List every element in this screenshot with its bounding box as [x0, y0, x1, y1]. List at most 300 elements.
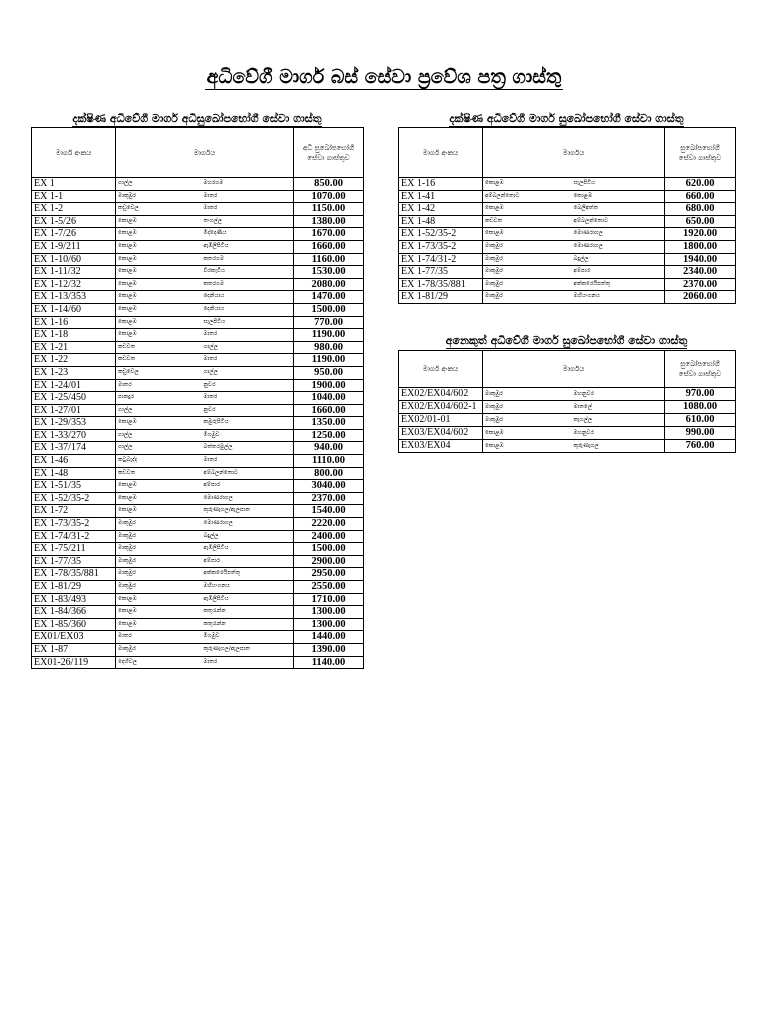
route-destination-cell: බදුල්ල — [572, 253, 665, 266]
route-origin-cell: කඩුවෙල — [116, 366, 202, 379]
route-origin-cell: මාකුඹුර — [116, 530, 202, 543]
header-fee-line1: සුඛෝපභෝගී — [680, 360, 720, 368]
header-fee — [665, 351, 736, 388]
fare-cell: 650.00 — [665, 215, 736, 228]
route-destination-cell: මාතර — [202, 190, 294, 203]
route-destination-cell: අම්බලන්තොට — [202, 467, 294, 480]
route-destination-cell: ගාල්ල — [202, 341, 294, 354]
route-destination-cell: මහියංගනය — [572, 291, 665, 304]
route-number-cell: EX 1-14/60 — [32, 303, 116, 316]
fare-cell: 760.00 — [665, 440, 736, 453]
route-origin-cell: ගාල්ල — [116, 404, 202, 417]
fare-cell: 1470.00 — [294, 291, 364, 304]
route-origin-cell: මාකුඹුර — [116, 581, 202, 594]
route-origin-cell: කොළඹ — [116, 593, 202, 606]
route-origin-cell: මාකුඹුර — [116, 555, 202, 568]
route-destination-cell: කතුරැන්න — [202, 618, 294, 631]
luxury-fare-table — [398, 127, 736, 304]
route-number-cell: EX 1-73/35-2 — [32, 518, 116, 531]
route-number-cell: EX 1-27/01 — [32, 404, 116, 417]
fare-cell: 1940.00 — [665, 253, 736, 266]
fare-cell: 990.00 — [665, 427, 736, 440]
table-row — [32, 568, 364, 581]
route-number-cell: EX 1-11/32 — [32, 266, 116, 279]
table-row — [399, 388, 736, 401]
table-row — [32, 480, 364, 493]
route-number-cell: EX02/EX04/602 — [399, 388, 483, 401]
header-fee-line1: සුඛෝපභෝගී — [680, 143, 720, 152]
right-bottom-table-title-text: අනෙකුත් අධිවේගී මාර්ග සුඛෝපභෝගී සේවා ගාස්තු — [445, 334, 688, 347]
table-row — [399, 278, 736, 291]
fare-cell: 2550.00 — [294, 581, 364, 594]
route-destination-cell: මාතර — [202, 329, 294, 342]
fare-cell: 1900.00 — [294, 379, 364, 392]
route-destination-cell: බෙලිඅත්ත — [572, 203, 665, 216]
route-origin-cell: මාකුඹුර — [116, 568, 202, 581]
route-origin-cell: ගාල්ල — [116, 442, 202, 455]
table-row — [32, 404, 364, 417]
fare-cell: 1440.00 — [294, 631, 364, 644]
route-number-cell: EX 1-10/60 — [32, 253, 116, 266]
route-number-cell: EX 1-48 — [32, 467, 116, 480]
route-destination-cell: මොණරාගල — [572, 228, 665, 241]
route-origin-cell: කඩවත — [483, 215, 572, 228]
table-body — [399, 178, 736, 304]
table-row — [399, 414, 736, 427]
route-origin-cell: මාකුඹුර — [483, 278, 572, 291]
fare-cell: 1300.00 — [294, 618, 364, 631]
table-row — [32, 543, 364, 556]
fare-cell: 660.00 — [665, 190, 736, 203]
header-route-number: මාර්ග අංකය — [32, 128, 116, 178]
route-origin-cell: කොළඹ — [116, 215, 202, 228]
table-row — [399, 266, 736, 279]
route-number-cell: EX 1-78/35/881 — [32, 568, 116, 581]
table-row — [399, 401, 736, 414]
table-row — [32, 656, 364, 669]
route-origin-cell: කොළඹ — [483, 440, 572, 453]
route-number-cell: EX 1-5/26 — [32, 215, 116, 228]
route-number-cell: EX 1-78/35/881 — [399, 278, 483, 291]
route-origin-cell: කොළඹ — [116, 618, 202, 631]
fare-cell: 1190.00 — [294, 329, 364, 342]
route-origin-cell: කොළඹ — [483, 178, 572, 191]
fare-cell: 970.00 — [665, 388, 736, 401]
route-destination-cell: වීරකැටිය — [202, 266, 294, 279]
route-origin-cell: කොළඹ — [116, 266, 202, 279]
route-origin-cell: මාකුඹුර — [483, 291, 572, 304]
route-number-cell: EX 1-21 — [32, 341, 116, 354]
route-number-cell: EX 1-18 — [32, 329, 116, 342]
route-destination-cell: අම්පාර — [202, 480, 294, 493]
route-origin-cell: කොළඹ — [116, 291, 202, 304]
route-number-cell: EX 1-24/01 — [32, 379, 116, 392]
route-destination-cell: මාතර — [202, 656, 294, 669]
route-number-cell: EX 1-81/29 — [32, 581, 116, 594]
route-destination-cell: අක්කරෙයිපත්තු — [572, 278, 665, 291]
table-row — [32, 581, 364, 594]
fare-cell: 1150.00 — [294, 203, 364, 216]
table-row — [32, 467, 364, 480]
table-row — [32, 215, 364, 228]
route-number-cell: EX 1-41 — [399, 190, 483, 203]
route-destination-cell: සැලපිටිය — [202, 316, 294, 329]
route-destination-cell: මහරගම — [202, 178, 294, 191]
route-number-cell: EX 1-23 — [32, 366, 116, 379]
route-destination-cell: මීගමුව — [202, 429, 294, 442]
route-destination-cell: බදුල්ල — [202, 530, 294, 543]
route-origin-cell: මාකුඹුර — [483, 266, 572, 279]
fare-cell: 1390.00 — [294, 643, 364, 656]
table-row — [32, 593, 364, 606]
table-row — [399, 215, 736, 228]
route-origin-cell: මාතර — [116, 379, 202, 392]
route-number-cell: EX 1-37/174 — [32, 442, 116, 455]
fare-cell: 1250.00 — [294, 429, 364, 442]
table-header-row — [399, 128, 736, 178]
route-destination-cell: කුරුණෑගල/ඇලපාත — [202, 643, 294, 656]
page-title — [0, 64, 768, 90]
route-origin-cell: කොළඹ — [116, 480, 202, 493]
route-number-cell: EX03/EX04 — [399, 440, 483, 453]
route-destination-cell: අක්කරෙයිපත්තු — [202, 568, 294, 581]
route-number-cell: EX 1-52/35-2 — [399, 228, 483, 241]
table-row — [399, 178, 736, 191]
fare-cell: 620.00 — [665, 178, 736, 191]
route-origin-cell: කටුබැද්ද — [116, 455, 202, 468]
route-origin-cell: කඩවත — [116, 341, 202, 354]
route-number-cell: EX 1-13/353 — [32, 291, 116, 304]
table-row — [32, 429, 364, 442]
table-row — [32, 354, 364, 367]
fare-cell: 3040.00 — [294, 480, 364, 493]
table-row — [32, 518, 364, 531]
table-row — [32, 341, 364, 354]
table-row — [32, 392, 364, 405]
route-number-cell: EX03/EX04/602 — [399, 427, 483, 440]
right-bottom-table-title — [398, 333, 735, 349]
fare-cell: 850.00 — [294, 178, 364, 191]
route-number-cell: EX 1-7/26 — [32, 228, 116, 241]
route-origin-cell: කඩවත — [116, 354, 202, 367]
table-row — [32, 618, 364, 631]
route-origin-cell: මාකුඹුර — [483, 240, 572, 253]
route-origin-cell: ගාල්ල — [116, 178, 202, 191]
fare-cell: 2340.00 — [665, 266, 736, 279]
route-number-cell: EX 1-2 — [32, 203, 116, 216]
route-origin-cell: අම්බලන්තොට — [483, 190, 572, 203]
table-row — [32, 253, 364, 266]
fare-cell: 1710.00 — [294, 593, 364, 606]
route-number-cell: EX 1-29/353 — [32, 417, 116, 430]
fare-cell: 1800.00 — [665, 240, 736, 253]
fare-cell: 1670.00 — [294, 228, 364, 241]
route-destination-cell: ගාල්ල — [202, 366, 294, 379]
route-number-cell: EX 1-74/31-2 — [32, 530, 116, 543]
header-fee — [665, 128, 736, 178]
table-row — [32, 266, 364, 279]
fare-cell: 2060.00 — [665, 291, 736, 304]
fare-cell: 680.00 — [665, 203, 736, 216]
table-body — [399, 388, 736, 453]
header-route: මාර්ගය — [483, 128, 665, 178]
fare-cell: 1110.00 — [294, 455, 364, 468]
fare-cell: 940.00 — [294, 442, 364, 455]
table-row — [399, 240, 736, 253]
table-row — [32, 555, 364, 568]
route-origin-cell: කොළඹ — [116, 303, 202, 316]
table-row — [32, 631, 364, 644]
route-destination-cell: අම්පාර — [202, 555, 294, 568]
route-origin-cell: කොළඹ — [483, 427, 572, 440]
right-top-table-title-text: දක්ෂිණ අධිවේගී මාර්ග සුඛෝපභෝගී සේවා ගාස්තු — [449, 112, 684, 125]
route-number-cell: EX 1-77/35 — [399, 266, 483, 279]
route-number-cell: EX 1-16 — [32, 316, 116, 329]
table-body — [32, 178, 364, 669]
route-origin-cell: කොළඹ — [116, 228, 202, 241]
table-row — [32, 455, 364, 468]
route-destination-cell: නුවර — [202, 379, 294, 392]
route-destination-cell: කොළඹ — [572, 190, 665, 203]
route-number-cell: EX 1-1 — [32, 190, 116, 203]
route-destination-cell: මහනුවර — [572, 388, 665, 401]
header-route-number: මාර්ග අංකය — [399, 351, 483, 388]
super-luxury-fare-table — [31, 127, 364, 669]
route-origin-cell: මාකුඹුර — [116, 543, 202, 556]
fare-cell: 770.00 — [294, 316, 364, 329]
other-expressway-fare-table — [398, 350, 736, 453]
route-number-cell: EX 1-9/211 — [32, 240, 116, 253]
route-destination-cell: කතුරැන්න — [202, 606, 294, 619]
fare-cell: 2370.00 — [294, 492, 364, 505]
route-origin-cell: මාකුඹුර — [483, 388, 572, 401]
fare-cell: 980.00 — [294, 341, 364, 354]
fare-cell: 610.00 — [665, 414, 736, 427]
table-row — [32, 530, 364, 543]
table-row — [32, 190, 364, 203]
fare-cell: 2900.00 — [294, 555, 364, 568]
table-row — [399, 190, 736, 203]
route-destination-cell: මිද්දෙණිය — [202, 228, 294, 241]
fare-cell: 2370.00 — [665, 278, 736, 291]
route-origin-cell: කොළඹ — [116, 492, 202, 505]
fare-cell: 1080.00 — [665, 401, 736, 414]
left-table-title — [31, 111, 363, 127]
table-row — [32, 329, 364, 342]
route-origin-cell: කොළඹ — [116, 278, 202, 291]
page-title-text: අධිවේගී මාර්ග බස් සේවා ප්‍රවේශ පත්‍ර ගාස්තු — [206, 66, 562, 88]
right-top-table-title — [398, 111, 735, 127]
route-destination-cell: දෙනියාය — [202, 291, 294, 304]
fare-cell: 800.00 — [294, 467, 364, 480]
table-row — [32, 203, 364, 216]
route-number-cell: EX 1-75/211 — [32, 543, 116, 556]
route-destination-cell: කුරුණෑගල — [572, 440, 665, 453]
route-destination-cell: නුවර — [202, 404, 294, 417]
route-destination-cell: මාතලේ — [572, 401, 665, 414]
route-origin-cell: කඩුවෙල — [116, 203, 202, 216]
route-destination-cell: මාතර — [202, 354, 294, 367]
header-fee-line1: අධි සුඛෝපභෝගී — [302, 143, 355, 152]
route-origin-cell: ගාල්ල — [116, 429, 202, 442]
route-destination-cell: අම්පාර — [572, 266, 665, 279]
table-row — [32, 178, 364, 191]
route-destination-cell: මොණරාගල — [202, 518, 294, 531]
fare-cell: 1660.00 — [294, 240, 364, 253]
table-row — [32, 278, 364, 291]
route-origin-cell: කොළඹ — [116, 417, 202, 430]
route-destination-cell: ඇඹිලිපිටිය — [202, 593, 294, 606]
route-origin-cell: පානදුර — [116, 392, 202, 405]
header-fee-line2: සේවා ගාස්තුව — [307, 153, 350, 162]
fare-cell: 1660.00 — [294, 404, 364, 417]
route-origin-cell: දෙහිවල — [116, 656, 202, 669]
fare-cell: 2950.00 — [294, 568, 364, 581]
route-origin-cell: කොළඹ — [116, 606, 202, 619]
table-row — [32, 316, 364, 329]
route-destination-cell: සැලපිටිය — [572, 178, 665, 191]
fare-cell: 1070.00 — [294, 190, 364, 203]
route-destination-cell: මහියංගනය — [202, 581, 294, 594]
fare-cell: 1300.00 — [294, 606, 364, 619]
route-number-cell: EX01/EX03 — [32, 631, 116, 644]
route-number-cell: EX 1-72 — [32, 505, 116, 518]
table-row — [399, 291, 736, 304]
header-route: මාර්ගය — [116, 128, 294, 178]
table-row — [399, 440, 736, 453]
route-destination-cell: මාතර — [202, 455, 294, 468]
table-row — [32, 606, 364, 619]
route-number-cell: EX 1-73/35-2 — [399, 240, 483, 253]
route-number-cell: EX 1 — [32, 178, 116, 191]
route-destination-cell: ඇඹිලිපිටිය — [202, 240, 294, 253]
route-destination-cell: අම්බලන්තොට — [572, 215, 665, 228]
table-row — [32, 505, 364, 518]
route-number-cell: EX 1-87 — [32, 643, 116, 656]
route-origin-cell: කොළඹ — [116, 329, 202, 342]
route-origin-cell: මාකුඹුර — [483, 414, 572, 427]
fare-cell: 2080.00 — [294, 278, 364, 291]
route-number-cell: EX 1-48 — [399, 215, 483, 228]
route-origin-cell: මාකුඹුර — [116, 518, 202, 531]
table-row — [32, 291, 364, 304]
route-destination-cell: කඹුරුපිටිය — [202, 417, 294, 430]
table-row — [399, 253, 736, 266]
table-row — [32, 417, 364, 430]
table-row — [32, 240, 364, 253]
fare-cell: 2400.00 — [294, 530, 364, 543]
header-fee-line2: සේවා ගාස්තුව — [678, 370, 722, 378]
route-origin-cell: කොළඹ — [116, 316, 202, 329]
route-destination-cell: බත්තරමුල්ල — [202, 442, 294, 455]
route-destination-cell: මොණරාගල — [572, 240, 665, 253]
table-row — [399, 203, 736, 216]
fare-cell: 2220.00 — [294, 518, 364, 531]
header-fee — [294, 128, 364, 178]
route-origin-cell: මාකුඹුර — [483, 253, 572, 266]
table-row — [32, 366, 364, 379]
route-origin-cell: මාතර — [116, 631, 202, 644]
table-row — [32, 303, 364, 316]
table-row — [32, 643, 364, 656]
table-row — [32, 492, 364, 505]
route-number-cell: EX 1-84/366 — [32, 606, 116, 619]
route-origin-cell: කොළඹ — [116, 253, 202, 266]
route-destination-cell: තංගල්ල — [202, 215, 294, 228]
route-origin-cell: කොළඹ — [483, 203, 572, 216]
fare-cell: 1040.00 — [294, 392, 364, 405]
route-number-cell: EX 1-83/493 — [32, 593, 116, 606]
table-header-row — [32, 128, 364, 178]
route-number-cell: EX 1-77/35 — [32, 555, 116, 568]
table-row — [399, 228, 736, 241]
table-header-row — [399, 351, 736, 388]
fare-cell: 1350.00 — [294, 417, 364, 430]
fare-cell: 950.00 — [294, 366, 364, 379]
header-route: මාර්ගය — [483, 351, 665, 388]
header-route-number: මාර්ග අංකය — [399, 128, 483, 178]
route-number-cell: EX 1-81/29 — [399, 291, 483, 304]
route-number-cell: EX 1-74/31-2 — [399, 253, 483, 266]
route-number-cell: EX 1-16 — [399, 178, 483, 191]
fare-cell: 1190.00 — [294, 354, 364, 367]
route-destination-cell: කෑගල්ල — [572, 414, 665, 427]
route-destination-cell: මාතර — [202, 392, 294, 405]
table-row — [399, 427, 736, 440]
fare-cell: 1140.00 — [294, 656, 364, 669]
route-number-cell: EX02/01-01 — [399, 414, 483, 427]
route-origin-cell: කොළඹ — [116, 505, 202, 518]
route-destination-cell: මීගමුව — [202, 631, 294, 644]
route-number-cell: EX 1-12/32 — [32, 278, 116, 291]
route-origin-cell: කොළඹ — [116, 240, 202, 253]
route-destination-cell: කතරගම — [202, 253, 294, 266]
route-number-cell: EX 1-85/360 — [32, 618, 116, 631]
fare-cell: 1540.00 — [294, 505, 364, 518]
route-destination-cell: මොණරාගල — [202, 492, 294, 505]
route-origin-cell: මාකුඹුර — [483, 401, 572, 414]
route-number-cell: EX02/EX04/602-1 — [399, 401, 483, 414]
fare-cell: 1380.00 — [294, 215, 364, 228]
route-origin-cell: මාකුඹුර — [116, 643, 202, 656]
header-fee-line2: සේවා ගාස්තුව — [678, 153, 722, 162]
route-number-cell: EX 1-42 — [399, 203, 483, 216]
fare-cell: 1160.00 — [294, 253, 364, 266]
route-number-cell: EX 1-22 — [32, 354, 116, 367]
route-destination-cell: මාතර — [202, 203, 294, 216]
table-row — [32, 442, 364, 455]
route-number-cell: EX 1-51/35 — [32, 480, 116, 493]
route-destination-cell: කුරුණෑගල/ඇලපාත — [202, 505, 294, 518]
route-number-cell: EX01-26/119 — [32, 656, 116, 669]
table-row — [32, 379, 364, 392]
route-destination-cell: දෙනියාය — [202, 303, 294, 316]
route-number-cell: EX 1-52/35-2 — [32, 492, 116, 505]
route-number-cell: EX 1-46 — [32, 455, 116, 468]
left-table-title-text: දක්ෂිණ අධිවේගී මාර්ග අධිසුඛෝපභෝගී සේවා ගාස්තු — [72, 112, 322, 125]
table-row — [32, 228, 364, 241]
fare-cell: 1920.00 — [665, 228, 736, 241]
route-origin-cell: කොළඹ — [483, 228, 572, 241]
route-destination-cell: මහනුවර — [572, 427, 665, 440]
route-origin-cell: මාකුඹුර — [116, 190, 202, 203]
fare-cell: 1530.00 — [294, 266, 364, 279]
route-number-cell: EX 1-33/270 — [32, 429, 116, 442]
route-number-cell: EX 1-25/450 — [32, 392, 116, 405]
fare-cell: 1500.00 — [294, 303, 364, 316]
fare-cell: 1500.00 — [294, 543, 364, 556]
route-origin-cell: කඩවත — [116, 467, 202, 480]
